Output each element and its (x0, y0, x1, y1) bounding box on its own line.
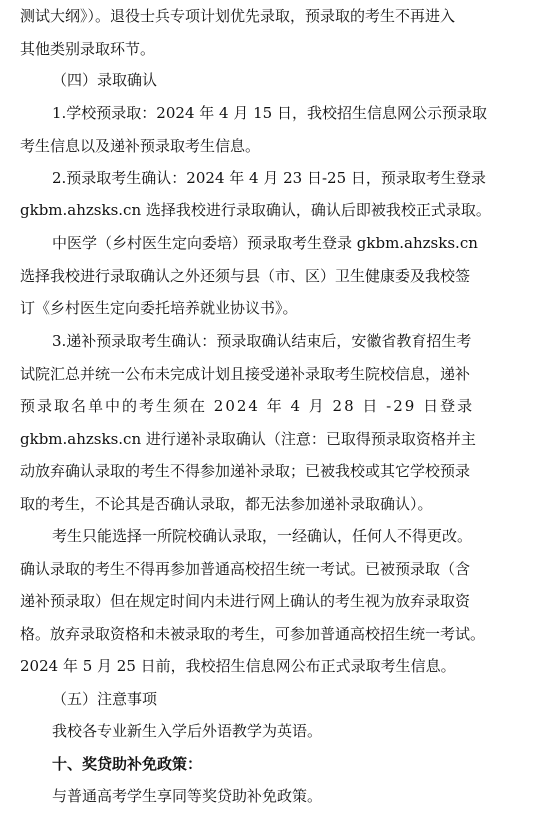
paragraph-line: 中医学（乡村医生定向委培）预录取考生登录 gkbm.ahzsks.cn (52, 234, 478, 252)
paragraph-line: 确认录取的考生不得再参加普通高校招生统一考试。已被预录取（含 (20, 560, 471, 578)
paragraph-line: 与普通高考学生享同等奖贷助补免政策。 (52, 787, 323, 805)
paragraph-line: 测试大纲》）。退役士兵专项计划优先录取，预录取的考生不再进入 (20, 7, 456, 25)
paragraph-line: 2024 年 5 月 25 日前，我校招生信息网公布正式录取考生信息。 (20, 657, 456, 675)
section-heading: 十、奖贷助补免政策： (52, 755, 203, 773)
paragraph-line: 2.预录取考生确认：2024 年 4 月 23 日-25 日，预录取考生登录 (52, 169, 486, 187)
paragraph-line: 订《乡村医生定向委托培养就业协议书》。 (20, 299, 298, 317)
paragraph-line: 1.学校预录取：2024 年 4 月 15 日，我校招生信息网公示预录取 (52, 104, 487, 122)
paragraph-line: 3.递补预录取考生确认：预录取确认结束后，安徽省教育招生考 (52, 332, 472, 350)
paragraph-line: 试院汇总并统一公布未完成计划且接受递补录取考生院校信息，递补 (20, 365, 471, 383)
subsection-heading: （四）录取确认 (52, 71, 158, 89)
paragraph-line: 选择我校进行录取确认之外还须与县（市、区）卫生健康委及我校签 (20, 267, 471, 285)
paragraph-line: 取的考生，不论其是否确认录取，都无法参加递补录取确认）。 (20, 495, 433, 513)
paragraph-line: gkbm.ahzsks.cn 选择我校进行录取确认，确认后即被我校正式录取。 (20, 201, 491, 219)
paragraph-line: gkbm.ahzsks.cn 进行递补录取确认（注意：已取得预录取资格并主 (20, 430, 476, 448)
paragraph-line: 格。放弃录取资格和未被录取的考生，可参加普通高校招生统一考试。 (20, 625, 486, 643)
paragraph-line: 预录取名单中的考生须在 2024 年 4 月 28 日 -29 日登录 (20, 397, 475, 415)
paragraph-line: 考生只能选择一所院校确认录取，一经确认，任何人不得更改。 (52, 527, 473, 545)
paragraph-line: 递补预录取）但在规定时间内未进行网上确认的考生视为放弃录取资 (20, 592, 471, 610)
subsection-heading: （五）注意事项 (52, 690, 158, 708)
paragraph-line: 动放弃确认录取的考生不得参加递补录取；已被我校或其它学校预录 (20, 462, 471, 480)
paragraph-line: 我校各专业新生入学后外语教学为英语。 (52, 722, 323, 740)
paragraph-line: 考生信息以及递补预录取考生信息。 (20, 137, 261, 155)
paragraph-line: 其他类别录取环节。 (20, 40, 156, 58)
